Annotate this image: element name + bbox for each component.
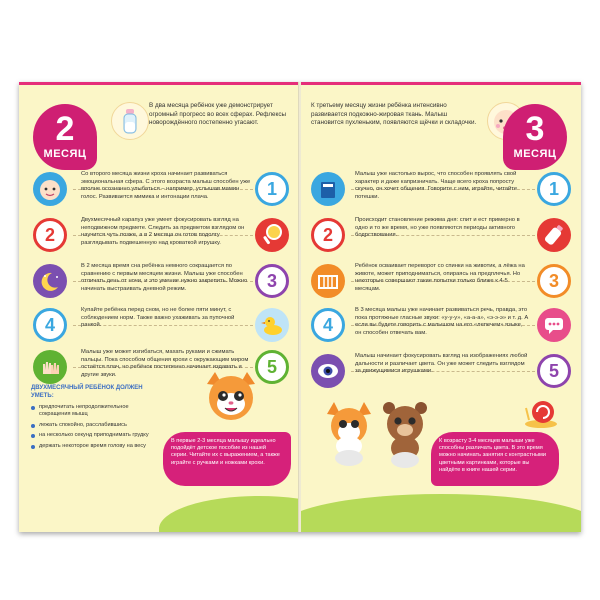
skill-item: лежать спокойно, расслабившись [31,422,159,429]
month-label: МЕСЯЦ [513,148,557,160]
list-item [311,214,573,256]
rubber-duck-icon [255,308,289,342]
month-number: 2 [55,110,75,148]
row-text: Происходит становление режима дня: спит и ест примерно в одно и то же время, но уже появляются периоды активного бодрствования. [355,217,520,239]
tip-box: В первые 2-3 месяца малышу идеально подойдёт детское пособие из нашей серии. Читайте их с выражением, а также играйте с ручками и ножками крохи. [163,432,291,486]
grass-hill [159,496,299,532]
intro-text: К третьему месяцу жизни ребёнка интенсивно развивается подкожно-жировая ткань. Малыш становится пухленьким, появляются щёчки и складочки. [311,102,477,126]
top-stripe [301,82,581,85]
tip-box: К возрасту 3-4 месяцев малыши уже способны различать цвета. В это время можно начинать занятия с контрастными цветными картинками, которые вы найдёте в книге нашей серии. [431,432,559,486]
skills-heading: ДВУХМЕСЯЧНЫЙ РЕБЁНОК ДОЛЖЕН УМЕТЬ: [31,385,143,399]
list-item [311,260,573,302]
row-text: Двухмесячный карапуз уже умеет фокусировать взгляд на неподвижном предмете. Следить за предметом взглядом он научится чуть позже, а в 2 месяца он готов подолгу разглядывать подвешенную над кроваткой игрушку. [81,217,245,246]
month-label: МЕСЯЦ [43,148,87,160]
baby-bottle-icon [537,218,571,252]
book-icon [311,172,345,206]
step-number-1: 1 [537,172,571,206]
month-3-title-badge [503,104,567,170]
top-stripe [19,82,299,85]
list-item [311,168,573,210]
month-2-title-badge [33,104,97,170]
step-number-1: 1 [255,172,289,206]
step-number-3: 3 [537,264,571,298]
left-page [19,82,299,532]
step-number-3: 3 [255,264,289,298]
row-text: Купайте ребёнка перед сном, но не более пяти минут, с соблюдением норм. Также важно ухаживать за пупочной ранкой. [81,307,235,329]
row-text: В 3 месяца малыш уже начинает развиваться речь, правда, это пока протяжные гласные звуки: «у-у-у», «а-а-а», «э-э-э» и т. д. А если вы будете говорить с малышом на его «лепечем» языке, он способен отвечать вам. [355,307,529,336]
eye-icon [311,354,345,388]
intro-text: В два месяца ребёнок уже демонстрирует огромный прогресс во всех сферах. Рефлексы новорождённого постепенно угасают. [149,102,286,126]
list-item [311,304,573,346]
step-number-5: 5 [537,354,571,388]
list-item [33,168,289,210]
step-number-2: 2 [311,218,345,252]
step-number-2: 2 [33,218,67,252]
rattle-icon [255,218,289,252]
row-text: Малыш начинает фокусировать взгляд на изображениях любой дальности и различает цвета. Он уже может следить взглядом за движущимися игрушками. [355,353,528,375]
step-number-4: 4 [33,308,67,342]
crib-icon [311,264,345,298]
month-number: 3 [525,110,545,148]
row-text: Ребёнок осваивает переворот со спинки на животик, а лёжа на животе, может приподниматься, опираясь на предплечья. Но некоторые совершают такие попытки только ближе к 4-5 месяцам. [355,263,525,292]
skill-item: предпочитать непродолжительное сокращения мышц [31,404,159,419]
list-item [33,304,289,346]
list-item [33,260,289,302]
kitten-illustration [319,402,379,477]
row-text: Малыш уже может изгибаться, махать руками и сжимать пальцы. Пока способом общения крохи с окружающим миром остаётся плач, но ребёнок постепенно начинает издавать и другие звуки. [81,349,249,378]
list-item [311,350,573,392]
grass-hill [301,494,581,532]
row-text: Со второго месяца жизни кроха начинает развиваться эмоциональная сфера. С этого возраста малыш способен уже вполне осознанно улыбаться – например, услышав мамин голос. Развивается мимика и интонации плача. [81,171,251,200]
row-text: В 2 месяца время сна ребёнка немного сокращается по сравнению с первым месяцем жизни. Малыш уже способен отличать день от ночи, и это умение нужно закрепить. Можно начинать выстраивать дневной режим. [81,263,248,292]
snail-illustration [523,394,563,435]
list-item [33,214,289,256]
chat-bubble-icon [537,308,571,342]
bear-illustration [377,400,433,477]
baby-bottle-icon [111,102,149,140]
step-number-5: 5 [255,350,289,384]
moon-stars-icon [33,264,67,298]
step-number-4: 4 [311,308,345,342]
open-book [19,82,581,532]
hands-icon [33,350,67,384]
kitten-illustration [195,370,267,441]
skill-item: на несколько секунд приподнимать грудку [31,432,159,439]
row-text: Малыш уже настолько вырос, что способен проявлять свой характер и даже капризничать. Чаще всего кроха попросту скучно, он хочет общения. Говорите с ним, играйте, читайте потешки. [355,171,518,200]
skill-item: держать некоторое время голову на весу [31,443,159,450]
right-page [301,82,581,532]
baby-face-icon [33,172,67,206]
skills-list [31,384,159,453]
